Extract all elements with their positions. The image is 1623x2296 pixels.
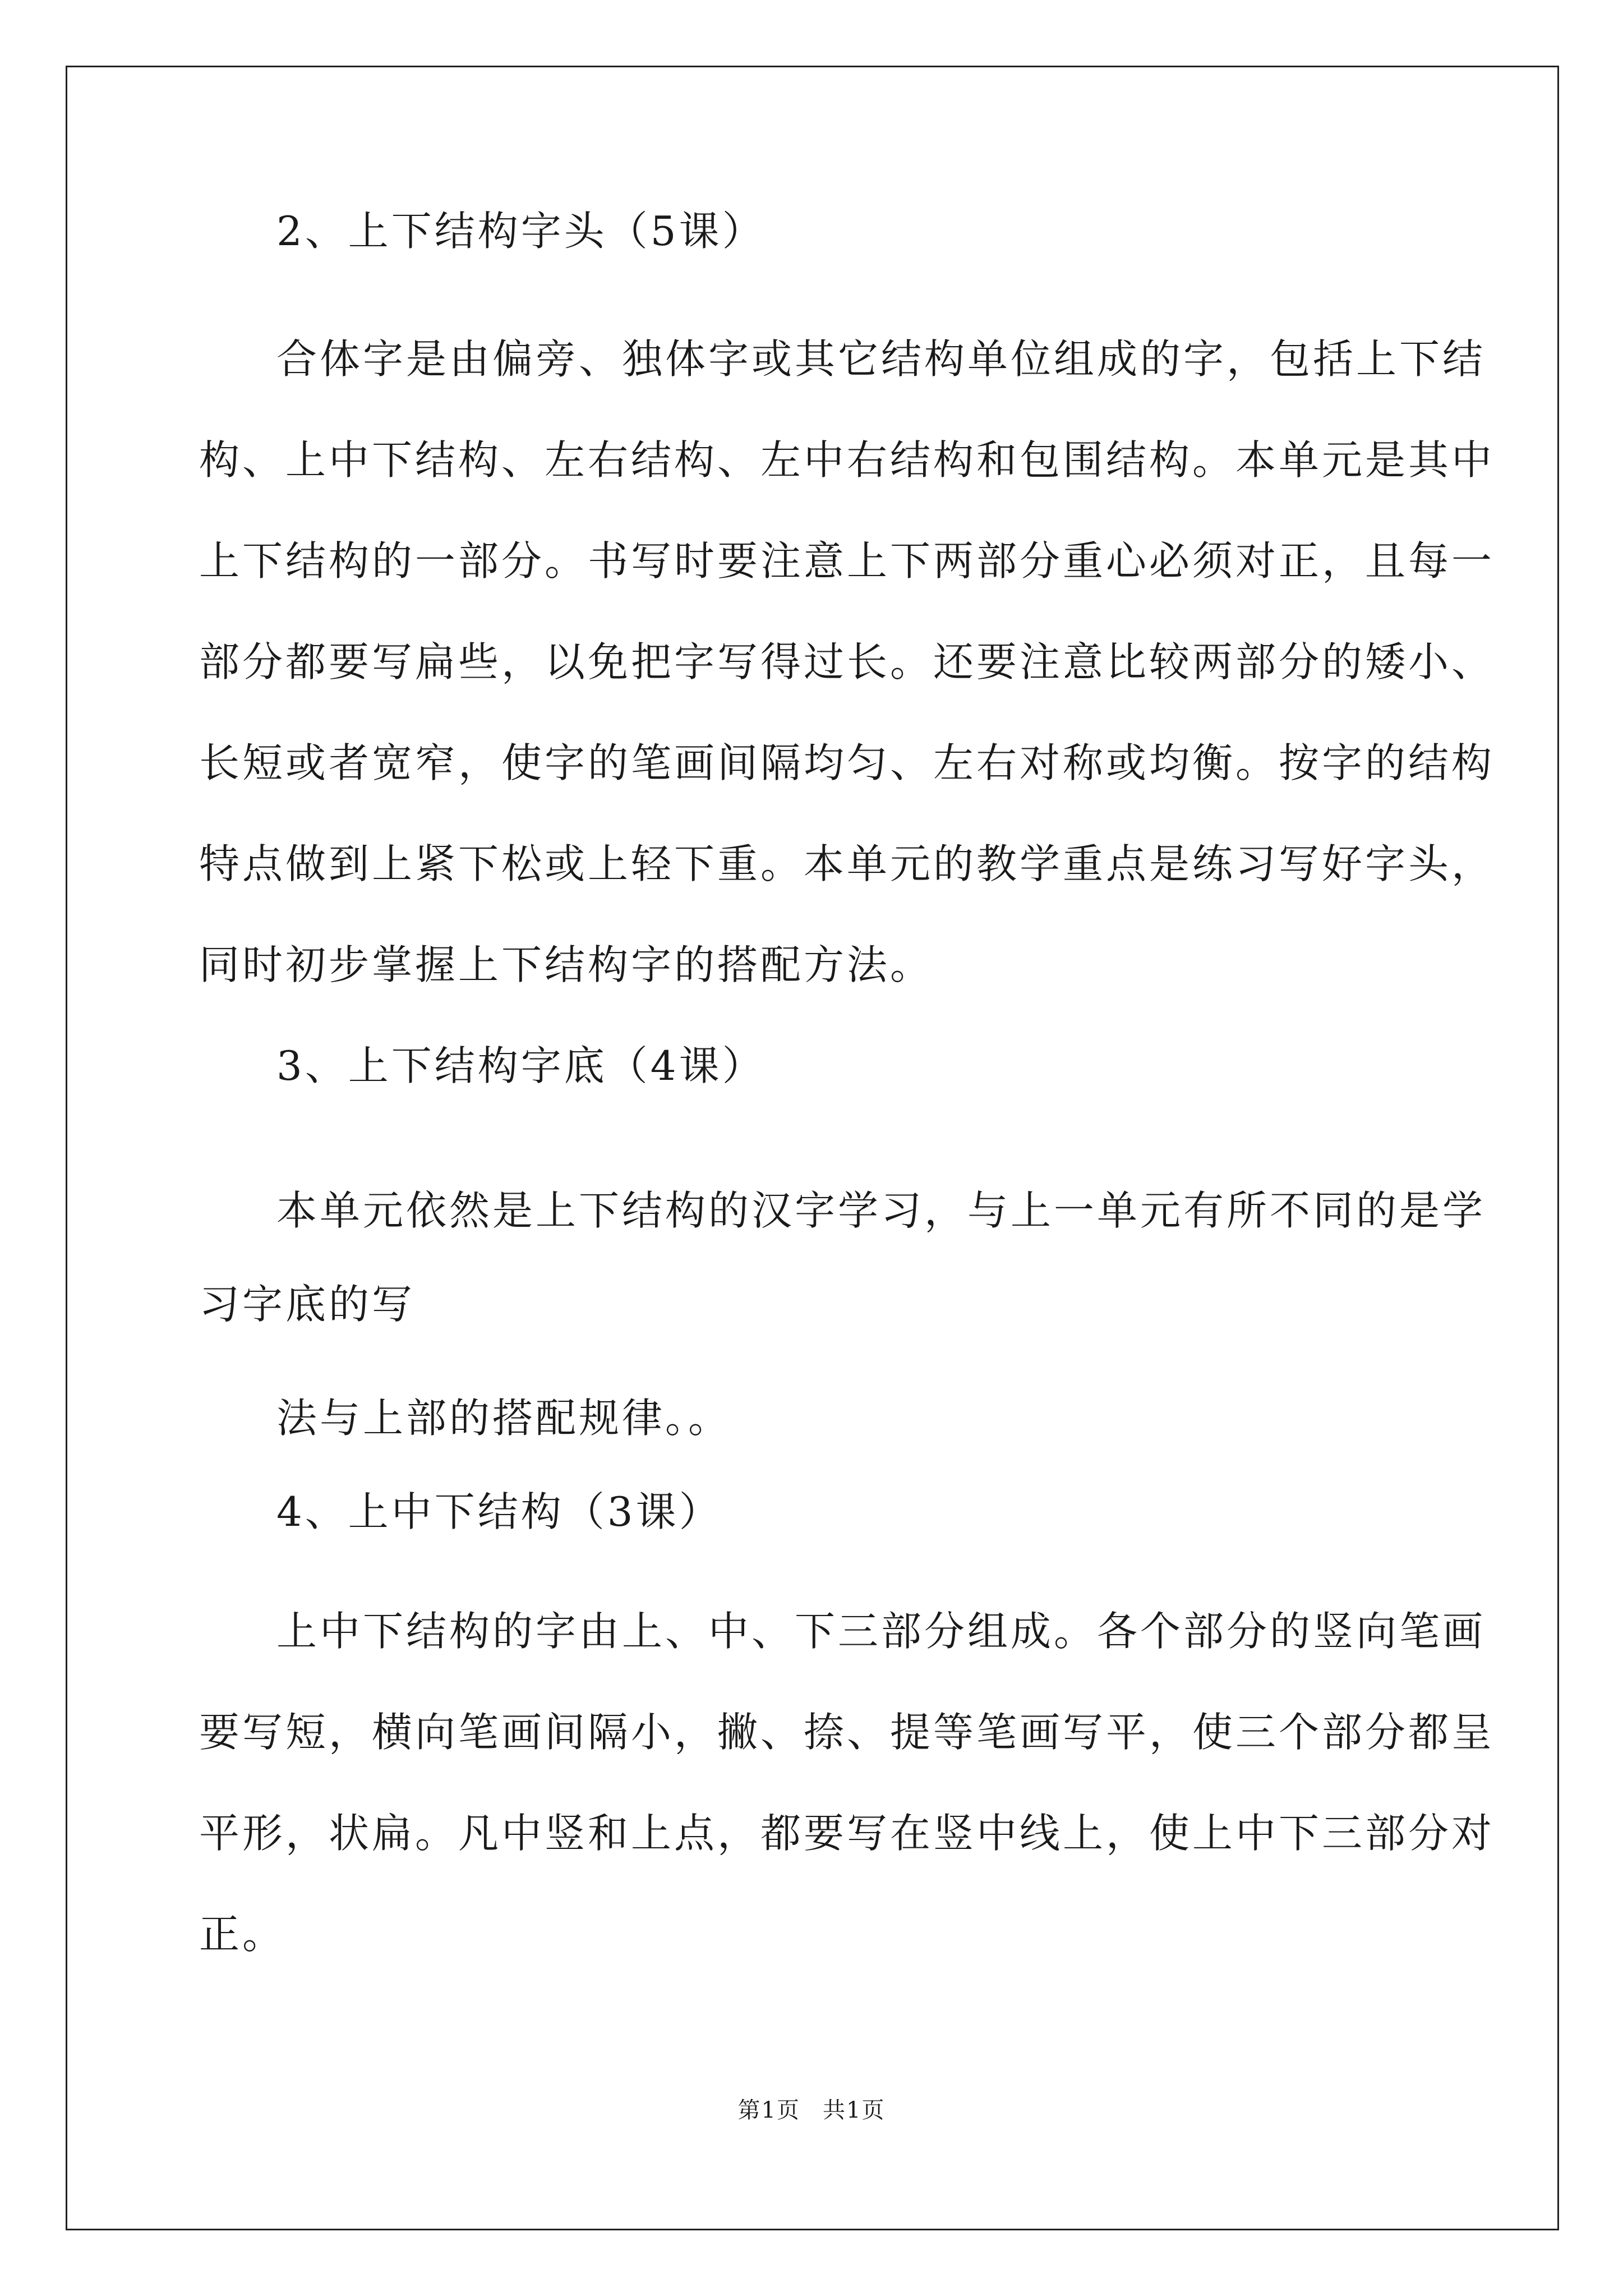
paragraph-line: 本单元依然是上下结构的汉字学习，与上一单元有所不同的是学 <box>276 1187 1486 1234</box>
paragraph-line: 上下结构的一部分。书写时要注意上下两部分重心必须对正，且每一 <box>199 537 1495 585</box>
page-total: 共1页 <box>823 2097 886 2123</box>
paragraph-line: 正。 <box>199 1911 286 1958</box>
paragraph-line: 长短或者宽窄，使字的笔画间隔均匀、左右对称或均衡。按字的结构 <box>199 739 1495 786</box>
section-heading-4: 4、上中下结构（3课） <box>276 1488 722 1535</box>
page-border <box>66 66 1559 2230</box>
paragraph-line: 要写短，横向笔画间隔小，撇、捺、提等笔画写平，使三个部分都呈 <box>199 1709 1495 1756</box>
paragraph-line: 习字底的写 <box>199 1281 416 1328</box>
paragraph-line: 部分都要写扁些，以免把字写得过长。还要注意比较两部分的矮小、 <box>199 638 1495 685</box>
page-footer <box>0 2093 1623 2127</box>
paragraph-line: 同时初步掌握上下结构字的搭配方法。 <box>199 941 934 988</box>
paragraph-line: 构、上中下结构、左右结构、左中右结构和包围结构。本单元是其中 <box>199 436 1495 484</box>
paragraph-line: 平形，状扁。凡中竖和上点，都要写在竖中线上，使上中下三部分对 <box>199 1810 1495 1857</box>
paragraph-line: 法与上部的搭配规律。。 <box>276 1395 732 1442</box>
section-heading-3: 3、上下结构字底（4课） <box>276 1042 766 1089</box>
page-number: 第1页 <box>737 2097 800 2123</box>
paragraph-line: 特点做到上紧下松或上轻下重。本单元的教学重点是练习写好字头， <box>199 840 1495 887</box>
paragraph-line: 上中下结构的字由上、中、下三部分组成。各个部分的竖向笔画 <box>276 1608 1486 1655</box>
section-heading-2: 2、上下结构字头（5课） <box>276 208 766 255</box>
paragraph-line: 合体字是由偏旁、独体字或其它结构单位组成的字，包括上下结 <box>276 335 1486 383</box>
